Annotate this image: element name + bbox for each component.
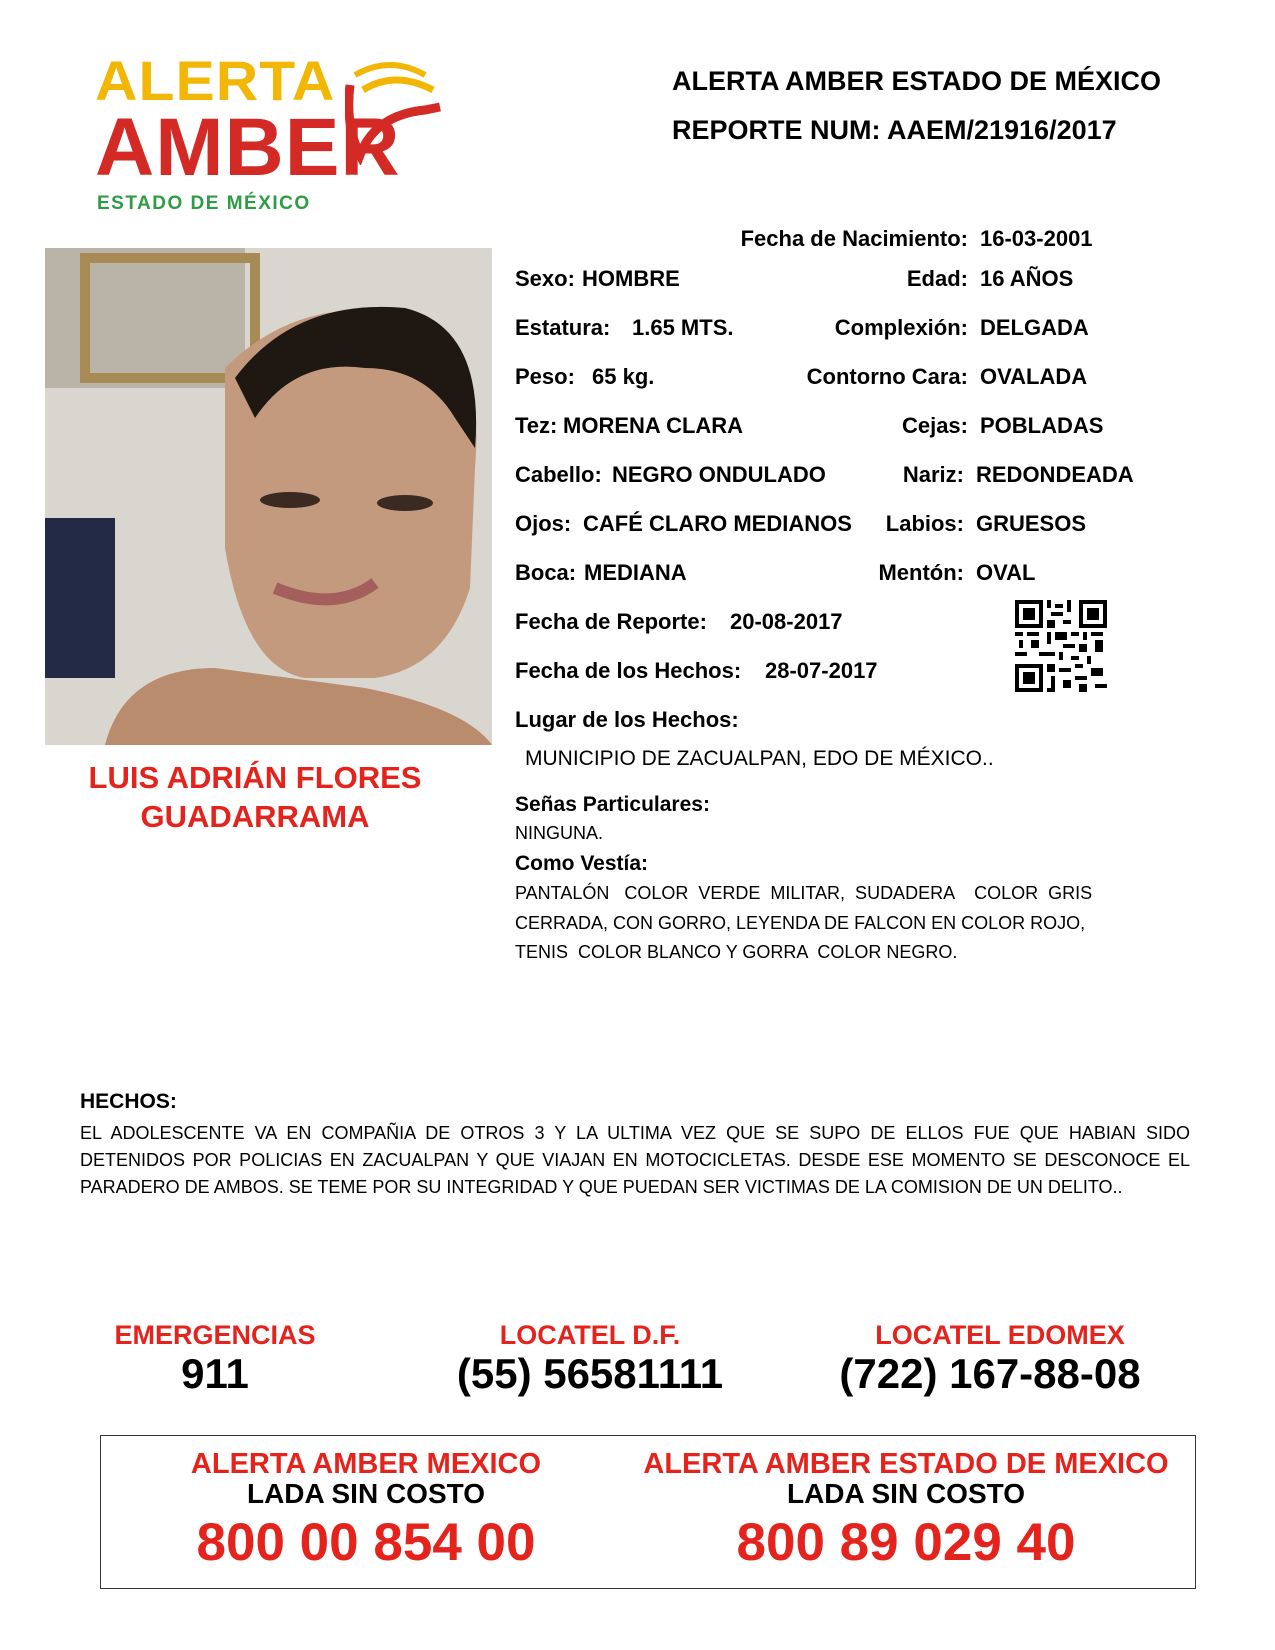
clothing-line2: CERRADA, CON GORRO, LEYENDA DE FALCON EN COLOR ROJO,: [515, 913, 1086, 933]
mouth-value: MEDIANA: [584, 560, 687, 585]
lips-value: GRUESOS: [976, 511, 1087, 536]
phone-emergency-label: EMERGENCIAS: [114, 1320, 316, 1350]
clothing-line1: PANTALÓN COLOR VERDE MILITAR, SUDADERA COLOR GRIS: [515, 883, 1093, 903]
marks-label: Señas Particulares:: [515, 793, 710, 816]
person-name-line2: GUADARRAMA: [140, 799, 370, 834]
phone-locatel-df-number: (55) 56581111: [456, 1350, 724, 1397]
missing-person-photo: [45, 248, 492, 745]
weight-value: 65 kg.: [592, 364, 655, 389]
eyes-value: CAFÉ CLARO MEDIANOS: [583, 511, 852, 536]
marks-value: NINGUNA.: [515, 823, 604, 843]
mouth-label: Boca:: [515, 560, 577, 585]
chin-value: OVAL: [976, 560, 1036, 585]
face-shape-value: OVALADA: [980, 364, 1088, 389]
sex-label: Sexo:: [515, 266, 575, 291]
logo-swoosh-icon: [345, 45, 445, 165]
toll-free-box: [100, 1435, 1196, 1589]
phone-locatel-edomex-number: (722) 167-88-08: [839, 1350, 1141, 1397]
logo-amber-text: AMBER: [95, 102, 401, 193]
box-right-title: ALERTA AMBER ESTADO DE MEXICO: [643, 1448, 1169, 1480]
incident-date-value: 28-07-2017: [765, 658, 878, 683]
build-value: DELGADA: [980, 315, 1089, 340]
clothing-label: Como Vestía:: [515, 852, 649, 875]
chin-label: Mentón:: [878, 560, 964, 585]
report-date-value: 20-08-2017: [730, 609, 843, 634]
age-label: Edad:: [906, 266, 968, 291]
box-left-title: ALERTA AMBER MEXICO: [190, 1448, 542, 1480]
age-value: 16 AÑOS: [980, 266, 1074, 291]
alerta-amber-logo: [95, 45, 425, 215]
lips-label: Labios:: [885, 511, 964, 536]
eyes-label: Ojos:: [515, 511, 572, 536]
box-left-number: 800 00 854 00: [196, 1513, 536, 1572]
clothing-line3: TENIS COLOR BLANCO Y GORRA COLOR NEGRO.: [515, 942, 958, 962]
report-date-label: Fecha de Reporte:: [515, 609, 707, 634]
build-label: Complexión:: [834, 315, 968, 340]
header-title: ALERTA AMBER ESTADO DE MÉXICO: [672, 66, 1162, 96]
place-value: MUNICIPIO DE ZACUALPAN, EDO DE MÉXICO..: [525, 747, 994, 770]
skin-value: MORENA CLARA: [563, 413, 744, 438]
facts-text: EL ADOLESCENTE VA EN COMPAÑIA DE OTROS 3 Y LA ULTIMA VEZ QUE SE SUPO DE ELLOS FUE QUE HABIAN SIDO DETENIDOS POR POLICIAS EN ZACUALPAN Y QUE VIAJAN EN MOTOCICLETAS. DESDE ESE MOMENTO SE DESCONOCE EL PARADERO DE AMBOS. SE TEME POR SU INTEGRIDAD Y QUE PUEDAN SER VICTIMAS DE LA COMISION DE UN DELITO..: [80, 1123, 1190, 1197]
person-name-line1: LUIS ADRIÁN FLORES: [88, 760, 422, 795]
logo-alerta-text: ALERTA: [95, 49, 336, 112]
skin-label: Tez:: [515, 413, 558, 438]
hair-value: NEGRO ONDULADO: [612, 462, 826, 487]
phone-locatel-edomex-label: LOCATEL EDOMEX: [875, 1320, 1125, 1350]
birthdate-value: 16-03-2001: [980, 226, 1093, 251]
birthdate-label: Fecha de Nacimiento:: [740, 226, 968, 251]
height-label: Estatura:: [515, 315, 611, 340]
height-value: 1.65 MTS.: [632, 315, 734, 340]
place-label: Lugar de los Hechos:: [515, 707, 739, 732]
facts-label: HECHOS:: [80, 1090, 177, 1113]
qr-code-icon: [1015, 600, 1107, 692]
logo-subtitle: ESTADO DE MÉXICO: [97, 193, 311, 214]
phone-locatel-df-label: LOCATEL D.F.: [499, 1320, 681, 1350]
report-number: REPORTE NUM: AAEM/21916/2017: [672, 115, 1117, 145]
box-left-subtitle: LADA SIN COSTO: [246, 1478, 485, 1509]
sex-value: HOMBRE: [582, 266, 680, 291]
nose-value: REDONDEADA: [976, 462, 1134, 487]
eyebrows-value: POBLADAS: [980, 413, 1104, 438]
eyebrows-label: Cejas:: [901, 413, 968, 438]
box-right-number: 800 89 029 40: [736, 1513, 1076, 1572]
hair-label: Cabello:: [515, 462, 602, 487]
incident-date-label: Fecha de los Hechos:: [515, 658, 742, 683]
weight-label: Peso:: [515, 364, 575, 389]
face-shape-label: Contorno Cara:: [806, 364, 968, 389]
box-right-subtitle: LADA SIN COSTO: [786, 1478, 1025, 1509]
nose-label: Nariz:: [902, 462, 964, 487]
phone-emergency-number: 911: [181, 1350, 249, 1397]
